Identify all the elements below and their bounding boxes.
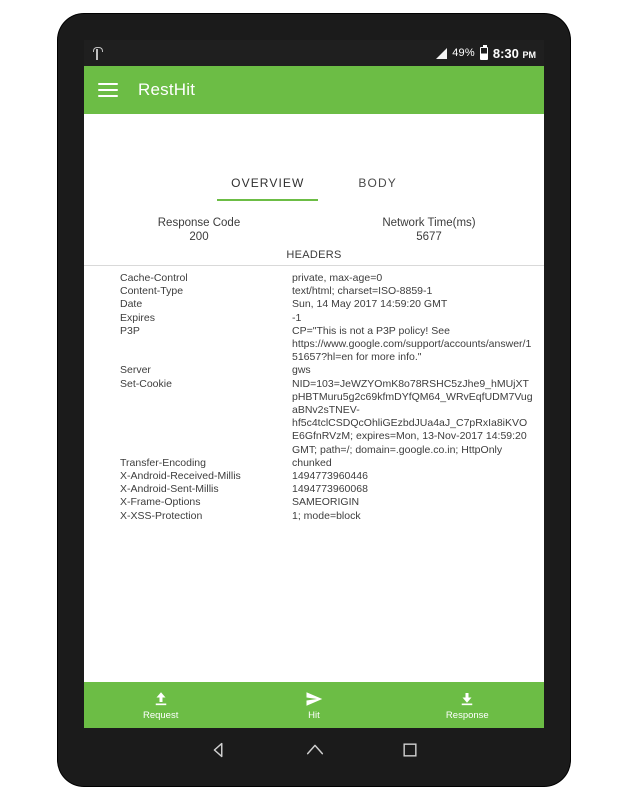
clock-time: 8:30 (492, 45, 519, 61)
status-bar (84, 40, 544, 66)
header-value: 1; mode=block (292, 509, 361, 522)
header-row (84, 470, 544, 483)
send-icon (305, 690, 323, 708)
main-content (84, 114, 544, 682)
header-row (84, 312, 544, 325)
header-row (84, 510, 544, 523)
header-row (84, 285, 544, 298)
clock-ampm: PM (522, 49, 536, 60)
network-time-cell (314, 217, 544, 243)
nav-response-label: Response (445, 709, 489, 721)
header-key: Cache-Control (120, 272, 188, 284)
header-value: -1 (292, 311, 302, 324)
nav-hit-label: Hit (308, 709, 320, 721)
battery-percent-label: 49% (452, 47, 475, 59)
header-key: X-XSS-Protection (120, 509, 203, 522)
response-code-label: Response Code (157, 217, 241, 229)
header-row (84, 378, 544, 457)
nav-request-label: Request (142, 709, 179, 721)
hamburger-line (98, 83, 118, 85)
download-icon (458, 690, 476, 708)
header-key: Set-Cookie (120, 377, 172, 390)
header-row (84, 457, 544, 470)
bottom-navigation (84, 682, 544, 728)
tablet-device-frame (58, 14, 570, 786)
nav-response[interactable] (391, 682, 544, 728)
status-bar-left (92, 47, 436, 60)
network-time-value: 5677 (416, 231, 442, 243)
header-value: private, max-age=0 (292, 272, 383, 284)
header-value: text/html; charset=ISO-8859-1 (292, 285, 433, 298)
nav-hit[interactable] (237, 682, 390, 728)
header-key: Transfer-Encoding (120, 456, 206, 469)
header-key: Expires (120, 311, 156, 324)
response-code-value: 200 (189, 231, 209, 243)
app-title: RestHit (138, 80, 196, 99)
hamburger-line (98, 89, 118, 91)
tab-overview[interactable]: OVERVIEW (217, 170, 318, 201)
usb-icon (92, 47, 103, 60)
header-value: NID=103=JeWZYOmK8o78RSHC5zJhe9_hMUjXTpHBTMuru5g2c69kfmDYfQM64_WRvEqfUDM7VugaBNv2sTNEV-hf5c4tclCSDQcOhliGEzbdJUa4aJ_C7pRxIa8iKVOE6GfnRVzM; expires=Mon, 13-Nov-2017 14:59:20 GMT; path=/; domain=.google.co.in; HttpOnly (292, 377, 533, 456)
headers-list (84, 266, 544, 523)
header-row (84, 364, 544, 377)
header-value: CP="This is not a P3P policy! See https://www.google.com/support/accounts/answer/151657?hl=en for more info." (292, 324, 532, 364)
header-key: X-Android-Sent-Millis (120, 483, 219, 496)
header-value: gws (292, 364, 311, 377)
header-row (84, 272, 544, 285)
upload-icon (152, 690, 170, 708)
network-time-label: Network Time(ms) (382, 217, 476, 229)
status-bar-right (436, 46, 536, 61)
tab-bar (84, 114, 544, 201)
header-value: SAMEORIGIN (292, 496, 360, 509)
back-icon[interactable] (208, 739, 230, 761)
hamburger-line (98, 95, 118, 97)
header-key: Content-Type (120, 285, 184, 298)
header-row (84, 325, 544, 365)
response-code-cell (84, 217, 314, 243)
home-icon[interactable] (304, 739, 326, 761)
headers-section-title: HEADERS (84, 243, 544, 266)
header-row (84, 298, 544, 311)
recents-icon[interactable] (400, 740, 420, 760)
tab-body[interactable]: BODY (358, 176, 397, 190)
signal-icon (436, 48, 447, 59)
header-row (84, 483, 544, 496)
battery-icon (480, 47, 488, 60)
header-key: X-Frame-Options (120, 496, 201, 509)
header-key: X-Android-Received-Millis (120, 470, 241, 483)
header-row (84, 496, 544, 509)
system-navigation-bar (84, 728, 544, 772)
response-summary (84, 217, 544, 243)
header-value: 1494773960068 (292, 483, 368, 496)
header-value: 1494773960446 (292, 470, 368, 483)
nav-request[interactable] (84, 682, 237, 728)
header-key: P3P (120, 324, 140, 337)
screen (84, 40, 544, 728)
hamburger-menu-icon[interactable] (98, 83, 118, 97)
header-key: Server (120, 364, 151, 377)
status-bar-clock (493, 46, 536, 61)
header-value: Sun, 14 May 2017 14:59:20 GMT (292, 298, 448, 311)
app-bar (84, 66, 544, 114)
header-value: chunked (292, 456, 332, 469)
header-key: Date (120, 298, 143, 311)
